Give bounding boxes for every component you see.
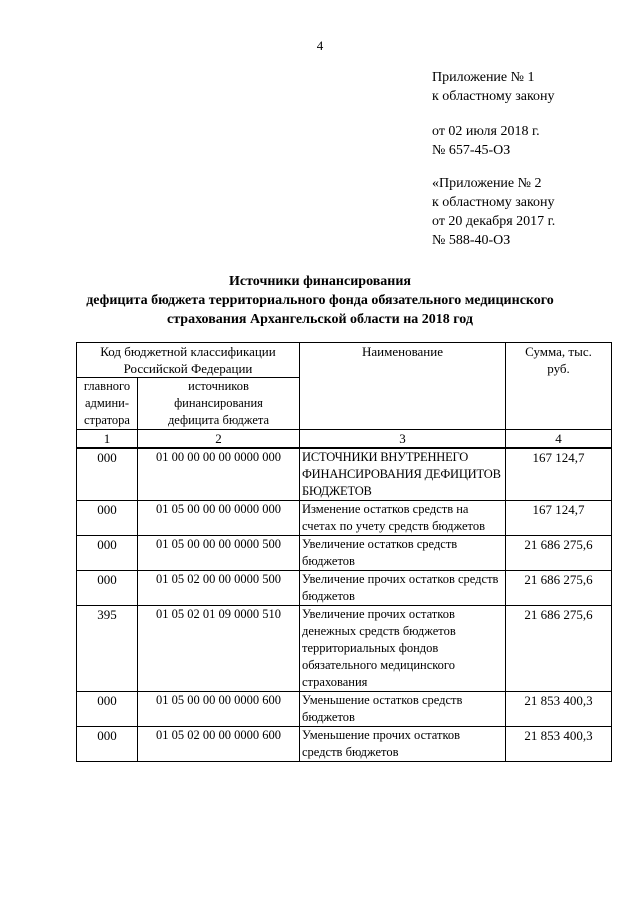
- table-row: [77, 727, 612, 762]
- column-number-2: 2: [138, 430, 300, 449]
- column-number-4: 4: [506, 430, 612, 449]
- source-code: 01 05 02 01 09 0000 510: [138, 606, 300, 692]
- row-name: ИСТОЧНИКИ ВНУТРЕННЕГО ФИНАНСИРОВАНИЯ ДЕФИЦИТОВ БЮДЖЕТОВ: [300, 448, 506, 501]
- table-header-row-1: [77, 343, 612, 378]
- title-line-2: дефицита бюджета территориального фонда обязательного медицинского: [86, 293, 554, 308]
- source-code: 01 05 00 00 00 0000 600: [138, 692, 300, 727]
- table-row: [77, 448, 612, 501]
- row-amount: 21 686 275,6: [506, 536, 612, 571]
- row-amount: 21 686 275,6: [506, 571, 612, 606]
- appendix-2-number: № 588-40-ОЗ: [432, 233, 511, 248]
- row-name: Увеличение прочих остатков средств бюджетов: [300, 571, 506, 606]
- row-amount: 167 124,7: [506, 501, 612, 536]
- appendix-2-header: [432, 174, 555, 250]
- header-sources-text: источников финансирования дефицита бюджета: [167, 379, 270, 427]
- table-row: [77, 571, 612, 606]
- admin-code: 000: [77, 448, 138, 501]
- admin-code: 000: [77, 501, 138, 536]
- appendix-2-title: «Приложение № 2: [432, 176, 542, 191]
- appendix-1-header: [432, 68, 555, 106]
- title-line-3: страхования Архангельской области на 2018 год: [167, 312, 473, 327]
- source-code: 01 05 02 00 00 0000 600: [138, 727, 300, 762]
- page-number: 4: [316, 38, 324, 53]
- row-name: Увеличение прочих остатков денежных средств бюджетов территориальных фондов обязательного медицинского страхования: [300, 606, 506, 692]
- table-row: [77, 536, 612, 571]
- admin-code: 000: [77, 727, 138, 762]
- row-amount: 167 124,7: [506, 448, 612, 501]
- source-code: 01 05 00 00 00 0000 500: [138, 536, 300, 571]
- appendix-1-law-ref: к областному закону: [432, 89, 555, 104]
- header-amount-text: Сумма, тыс. руб.: [525, 344, 592, 376]
- header-code-group: Код бюджетной классификации Российской Федерации: [77, 343, 300, 378]
- header-admin-text: главного админи-стратора: [83, 379, 131, 427]
- row-name: Изменение остатков средств на счетах по учету средств бюджетов: [300, 501, 506, 536]
- header-amount: [506, 343, 612, 430]
- row-name: Увеличение остатков средств бюджетов: [300, 536, 506, 571]
- admin-code: 000: [77, 571, 138, 606]
- column-numbers-row: [77, 430, 612, 449]
- header-sources: [138, 378, 300, 430]
- appendix-1-date-block: [432, 122, 540, 160]
- column-number-3: 3: [300, 430, 506, 449]
- source-code: 01 05 02 00 00 0000 500: [138, 571, 300, 606]
- admin-code: 395: [77, 606, 138, 692]
- appendix-1-number: № 657-45-ОЗ: [432, 143, 511, 158]
- row-name: Уменьшение прочих остатков средств бюджетов: [300, 727, 506, 762]
- row-amount: 21 686 275,6: [506, 606, 612, 692]
- admin-code: 000: [77, 692, 138, 727]
- table-row: [77, 501, 612, 536]
- column-number-1: 1: [77, 430, 138, 449]
- appendix-2-law-ref: к областному закону: [432, 195, 555, 210]
- row-amount: 21 853 400,3: [506, 727, 612, 762]
- financing-sources-table: [76, 342, 612, 762]
- row-amount: 21 853 400,3: [506, 692, 612, 727]
- header-name: Наименование: [300, 343, 506, 430]
- table-row: [77, 606, 612, 692]
- appendix-1-date: от 02 июля 2018 г.: [432, 124, 540, 139]
- source-code: 01 05 00 00 00 0000 000: [138, 501, 300, 536]
- appendix-2-date: от 20 декабря 2017 г.: [432, 214, 556, 229]
- title-line-1: Источники финансирования: [229, 274, 411, 289]
- header-admin: [77, 378, 138, 430]
- source-code: 01 00 00 00 00 0000 000: [138, 448, 300, 501]
- appendix-1-title: Приложение № 1: [432, 70, 535, 85]
- row-name: Уменьшение остатков средств бюджетов: [300, 692, 506, 727]
- document-title: [0, 272, 640, 329]
- table-row: [77, 692, 612, 727]
- admin-code: 000: [77, 536, 138, 571]
